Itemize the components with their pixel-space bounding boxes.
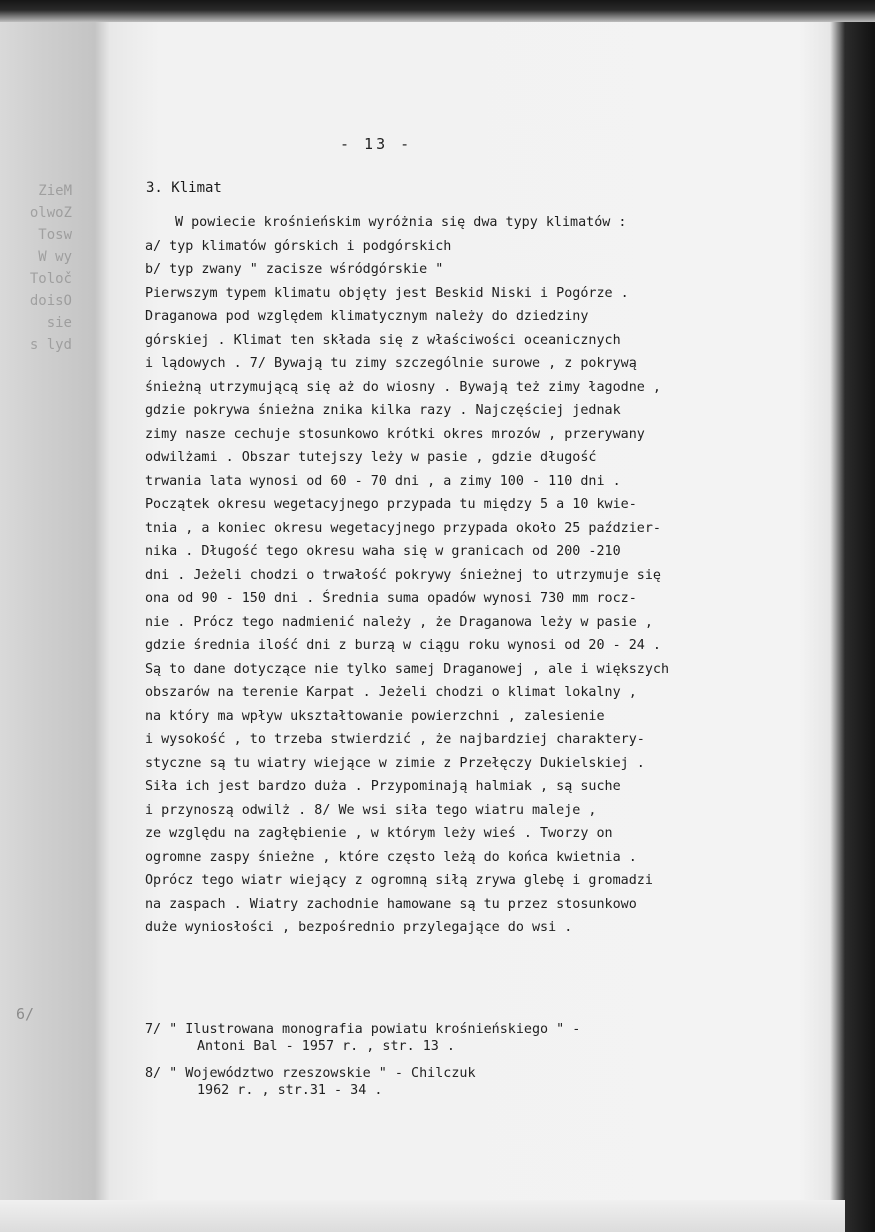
text-line: trwania lata wynosi od 60 - 70 dni , a zimy 100 - 110 dni .: [145, 473, 621, 489]
text-line: ogromne zaspy śnieżne , które często leżą do końca kwietnia .: [145, 849, 637, 865]
text-line: W powiecie krośnieńskim wyróżnia się dwa typy klimatów :: [175, 215, 627, 230]
text-line: tnia , a koniec okresu wegetacyjnego przypada około 25 paździer-: [145, 520, 661, 536]
text-line: zimy nasze cechuje stosunkowo krótki okres mrozów , przerywany: [145, 426, 645, 442]
text-line: nika . Długość tego okresu waha się w granicach od 200 -210: [145, 544, 621, 559]
bleed-fragment: Toloč: [29, 271, 72, 287]
text-line: górskiej . Klimat ten składa się z właściwości oceanicznych: [145, 332, 621, 348]
text-line: gdzie średnia ilość dni z burzą w ciągu roku wynosi od 20 - 24 .: [145, 638, 661, 653]
page-bottom-edge: [0, 1200, 845, 1232]
text-line: i lądowych . 7/ Bywają tu zimy szczególnie surowe , z pokrywą: [145, 356, 637, 371]
text-line: Draganowa pod względem klimatycznym należy do dziedziny: [145, 309, 589, 324]
bleed-fragment: Tosw: [38, 227, 72, 243]
text-line: ze względu na zagłębienie , w którym leży wieś . Tworzy on: [145, 826, 613, 841]
footnote-7-line1: 7/ " Ilustrowana monografia powiatu krośnieńskiego " -: [145, 1022, 581, 1037]
text-line: dni . Jeżeli chodzi o trwałość pokrywy śnieżnej to utrzymuje się: [145, 567, 661, 583]
text-line: b/ typ zwany " zacisze wśródgórskie ": [145, 262, 444, 277]
bleed-fragment: s lyd: [29, 337, 72, 353]
text-line: styczne są tu wiatry wiejące w zimie z Przełęczy Dukielskiej .: [145, 755, 645, 771]
facing-page-note: 6/: [16, 1005, 35, 1023]
section-heading: 3. Klimat: [146, 180, 222, 196]
text-line: i wysokość , to trzeba stwierdzić , że najbardziej charaktery-: [145, 732, 645, 747]
bleed-fragment: doisO: [29, 293, 72, 309]
text-line: Siła ich jest bardzo duża . Przypominają halmiak , są suche: [145, 779, 621, 794]
bleed-fragment: olwoZ: [29, 205, 72, 221]
footnote-8-line1: 8/ " Województwo rzeszowskie " - Chilczuk: [145, 1066, 476, 1081]
body-text: [145, 211, 845, 940]
footnotes: [145, 1021, 845, 1099]
text-line: Początek okresu wegetacyjnego przypada tu między 5 a 10 kwie-: [145, 497, 637, 512]
text-line: nie . Prócz tego nadmienić należy , że Draganowa leży w pasie ,: [145, 614, 653, 630]
page-number: - 13 -: [340, 135, 413, 153]
text-line: duże wyniosłości , bezpośrednio przylegające do wsi .: [145, 920, 573, 935]
bleed-fragment: ZieM: [38, 183, 72, 199]
scanner-top-edge: [0, 0, 875, 22]
text-line: gdzie pokrywa śnieżna znika kilka razy . Najczęściej jednak: [145, 403, 621, 418]
text-line: na który ma wpływ ukształtowanie powierzchni , zalesienie: [145, 708, 605, 724]
text-line: śnieżną utrzymującą się aż do wiosny . Bywają też zimy łagodne ,: [145, 379, 661, 395]
footnote-gap: [145, 1055, 845, 1065]
text-line: ona od 90 - 150 dni . Średnia suma opadów wynosi 730 mm rocz-: [145, 591, 637, 606]
text-line: Pierwszym typem klimatu objęty jest Beskid Niski i Pogórze .: [145, 285, 629, 301]
text-line: Są to dane dotyczące nie tylko samej Draganowej , ale i większych: [145, 661, 670, 677]
facing-page-bleed-through: [0, 180, 72, 370]
text-line: Oprócz tego wiatr wiejący z ogromną siłą zrywa glebę i gromadzi: [145, 873, 653, 888]
footnote-8-line2: 1962 r. , str.31 - 34 .: [197, 1083, 383, 1098]
bleed-fragment: W wy: [38, 249, 72, 265]
footnote-7-line2: Antoni Bal - 1957 r. , str. 13 .: [197, 1039, 455, 1054]
text-line: odwilżami . Obszar tutejszy leży w pasie , gdzie długość: [145, 450, 597, 465]
text-line: obszarów na terenie Karpat . Jeżeli chodzi o klimat lokalny ,: [145, 685, 637, 700]
text-line: na zaspach . Wiatry zachodnie hamowane są tu przez stosunkowo: [145, 896, 637, 912]
bleed-fragment: sie: [46, 315, 72, 331]
text-line: a/ typ klimatów górskich i podgórskich: [145, 238, 452, 254]
text-line: i przynoszą odwilż . 8/ We wsi siła tego wiatru maleje ,: [145, 802, 597, 818]
